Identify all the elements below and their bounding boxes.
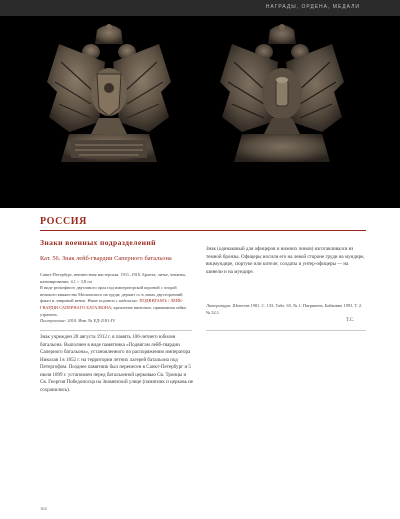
right-paragraph: Знак (одинаковый для офицеров и нижних чинов) изготавливался из темной бронзы. Офицеры носили его на левой стороне груди на мундире, вицмундире, сюртуке или кителе; солдаты и унтер-офицеры — на шинели и на мундире. (206, 246, 365, 275)
literature-label: Литература: (206, 303, 232, 308)
catalog-place: Санкт-Петербург, неизвестная мастерская. 1911–1916. Бронза; литье, чеканка, патинирование; 4,1 × 3,8 см (40, 272, 186, 284)
catalog-divider (40, 330, 192, 331)
badge-back-image (212, 22, 352, 194)
body-paragraph: Знак учрежден 28 августа 1912 г. в память 100-летнего юбилея батальона. Выполнен в виде памятника «Подвигам лейб-гвардии Саперного батальона», установленного по распоряжению императора Николая I в 1852 г. на территории летних лагерей батальона под Петергофом. Позднее памятник был перенесен в Санкт-Петербург и 5 июля 1899 г. установлен перед батальонной церковью Св. Троицы и Св. Георгия Победоносца на Знаменской улице (памятник и церковь не сохранились). (40, 334, 194, 393)
catalog-provenance: 2010. Инв. № ЕД-2181-IV (67, 318, 116, 324)
page-number: 162 (40, 506, 47, 511)
literature-text: Шепелев 1981. С. 133, Табл. 65, № 1; Патрикеев, Бойкович 1993. Т. 2. № 32.1. (206, 303, 363, 315)
subsection-title: Знаки военных подразделений (40, 238, 156, 247)
section-divider (40, 230, 366, 231)
catalog-inscription: ПОДВИГАМЪ / ЛЕЙБ-ГВАРДІИ САПЕРНАГО БАТАЛЮНА (40, 298, 184, 310)
catalog-fixing: ; крепление винтовое, прижимная гайка утрачена. (40, 304, 186, 317)
badge-front-image (39, 22, 179, 194)
literature-note (206, 302, 366, 316)
catalog-description (40, 272, 192, 325)
catalog-inscription-lead: с надписью: (115, 298, 139, 304)
running-head-bar (0, 0, 400, 16)
author-initials: Т.С. (346, 318, 355, 323)
catalog-heading: Кат. 56. Знак лейб-гвардии Саперного батальона (40, 255, 172, 262)
catalog-desc-text: В виде рельефного двуглавого орла под императорской короной с эгидой великого княжества Московского на груди; держит со в лапах двусторонний факел и лавровый венок. Ниже подписи (40, 285, 183, 304)
section-title: РОССИЯ (40, 216, 87, 227)
running-title: НАГРАДЫ, ОРДЕНА, МЕДАЛИ (265, 4, 360, 10)
catalog-provenance-label: Поступление: (40, 318, 67, 324)
photo-strip (0, 16, 400, 208)
right-divider (206, 330, 366, 331)
